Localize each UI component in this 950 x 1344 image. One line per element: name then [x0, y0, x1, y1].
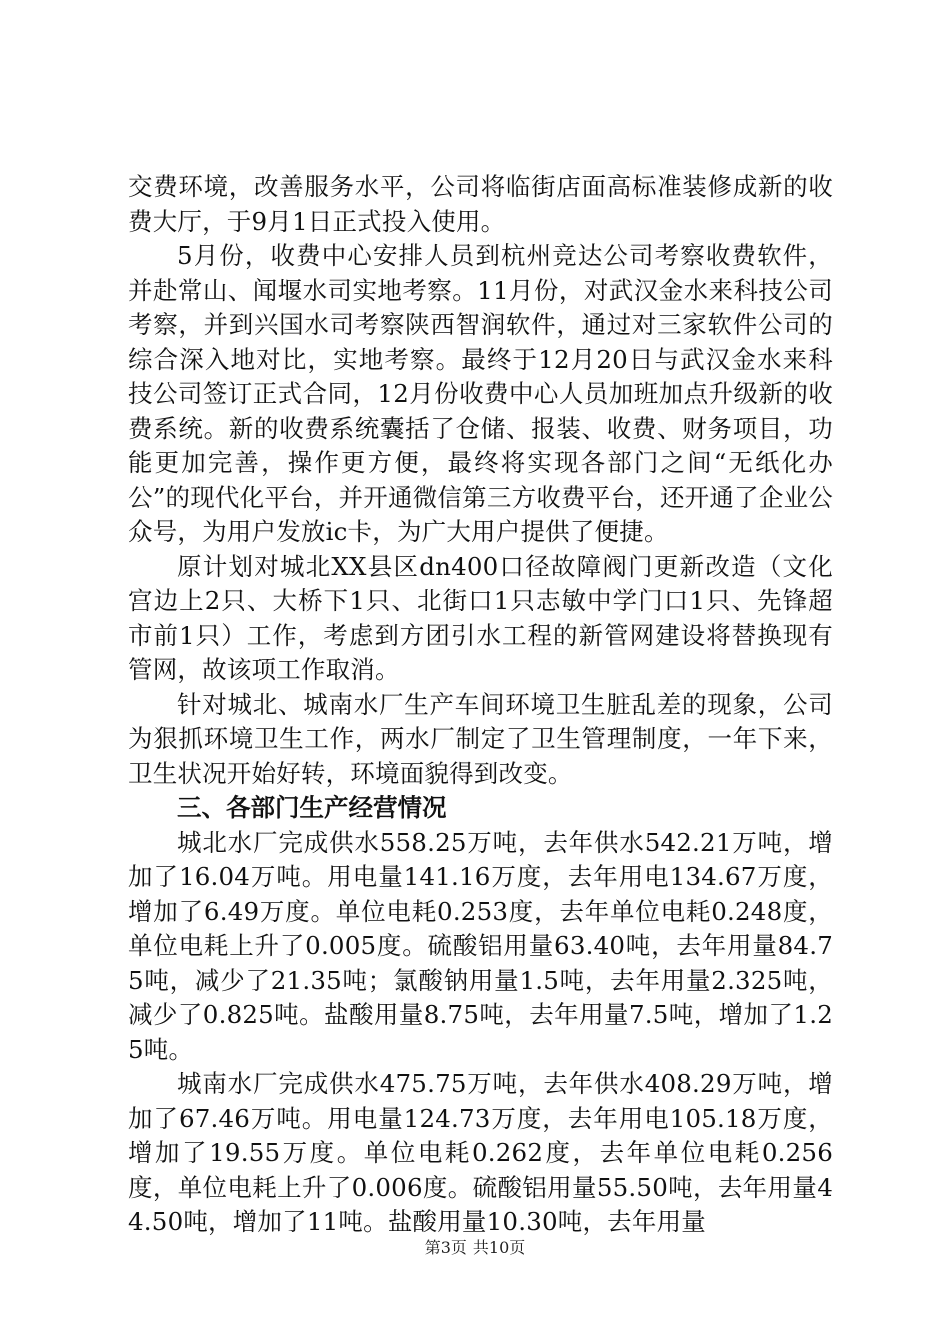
page-number: 第3页 [424, 1238, 467, 1257]
paragraph-service-hall: 交费环境，改善服务水平，公司将临街店面高标准装修成新的收费大厅，于9月1日正式投入使用。 [128, 172, 833, 236]
document-body [128, 170, 833, 1240]
page-total: 共10页 [472, 1238, 526, 1257]
page-footer [0, 1238, 950, 1258]
paragraph-billing-software: 5月份，收费中心安排人员到杭州竞达公司考察收费软件，并赴常山、闻堰水司实地考察。11月份，对武汉金水来科技公司考察，并到兴国水司考察陕西智润软件，通过对三家软件公司的综合深入地对比，实地考察。最终于12月20日与武汉金水来科技公司签订正式合同，12月份收费中心人员加班加点升级新的收费系统。新的收费系统囊括了仓储、报装、收费、财务项目，功能更加完善，操作更方便，最终将实现各部门之间“无纸化办公”的现代化平台，并开通微信第三方收费平台，还开通了企业公众号，为用户发放ic卡，为广大用户提供了便捷。 [128, 241, 833, 546]
section-heading: 三、各部门生产经营情况 [177, 793, 447, 822]
paragraph-chengbei-plant: 城北水厂完成供水558.25万吨，去年供水542.21万吨，增加了16.04万吨。用电量141.16万度，去年用电134.67万度，增加了6.49万度。单位电耗0.253度，去年单位电耗0.248度，单位电耗上升了0.005度。硫酸铝用量63.40吨，去年用量84.75吨，减少了21.35吨；氯酸钠用量1.5吨，去年用量2.325吨，减少了0.825吨。盐酸用量8.75吨，去年用量7.5吨，增加了1.25吨。 [128, 827, 833, 1064]
paragraph-sanitation: 针对城北、城南水厂生产车间环境卫生脏乱差的现象，公司为狠抓环境卫生工作，两水厂制定了卫生管理制度，一年下来，卫生状况开始好转，环境面貌得到改变。 [128, 689, 833, 788]
paragraph-valve-renovation: 原计划对城北XX县区dn400口径故障阀门更新改造（文化宫边上2只、大桥下1只、北街口1只志敏中学门口1只、先锋超市前1只）工作，考虑到方团引水工程的新管网建设将替换现有管网，故该项工作取消。 [128, 551, 833, 684]
paragraph-chengnan-plant: 城南水厂完成供水475.75万吨，去年供水408.29万吨，增加了67.46万吨。用电量124.73万度，去年用电105.18万度，增加了19.55万度。单位电耗0.262度，去年单位电耗0.256度，单位电耗上升了0.006度。硫酸铝用量55.50吨，去年用量44.50吨，增加了11吨。盐酸用量10.30吨，去年用量 [128, 1069, 833, 1236]
